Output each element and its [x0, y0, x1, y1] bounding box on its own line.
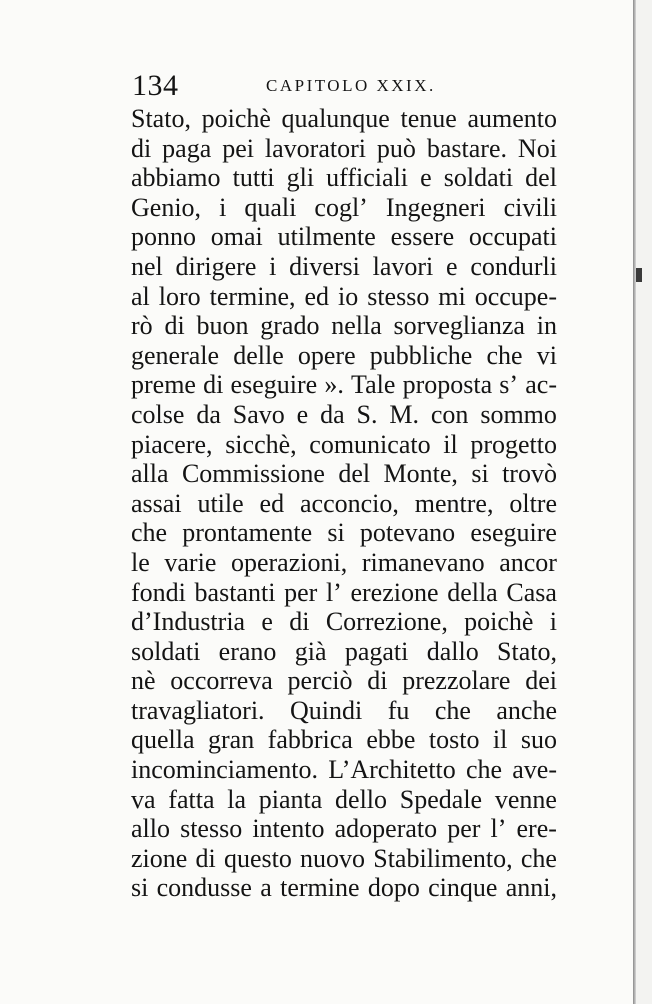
- word: assai: [131, 488, 182, 518]
- word: le: [131, 547, 150, 577]
- word: loro: [158, 281, 201, 311]
- word: quali: [244, 192, 297, 222]
- text-line: [131, 637, 557, 667]
- word: e: [420, 163, 432, 193]
- text-line: [131, 370, 557, 400]
- word: eseguire: [470, 518, 557, 548]
- word: dopo: [367, 873, 420, 903]
- word: del: [525, 163, 557, 193]
- word: grado: [260, 311, 320, 341]
- word: dello: [335, 784, 388, 814]
- word: buon: [196, 311, 249, 341]
- word: il: [443, 429, 458, 459]
- word: di: [131, 133, 152, 163]
- word: in: [536, 311, 557, 341]
- word: Commissione: [181, 459, 325, 489]
- word: già: [294, 636, 327, 666]
- word: Spedale: [399, 784, 483, 814]
- word: ponno: [131, 222, 196, 252]
- word: perciò: [287, 666, 353, 696]
- word: acconcio,: [299, 488, 399, 518]
- text-line: [131, 755, 557, 785]
- word: tutti: [232, 163, 275, 193]
- running-head: CAPITOLO XXIX.: [266, 76, 436, 95]
- text-line: [131, 666, 557, 696]
- word: stesso: [180, 814, 243, 844]
- text-line: [131, 518, 557, 548]
- word: dei: [525, 666, 557, 696]
- word: varie: [164, 547, 217, 577]
- word: gli: [286, 163, 315, 193]
- text-line: [131, 222, 557, 252]
- word: tosto: [428, 725, 480, 755]
- text-line: [131, 459, 557, 489]
- text-line: [131, 163, 557, 193]
- word: preme: [131, 370, 196, 400]
- text-line: [131, 193, 557, 223]
- word: del: [338, 459, 371, 489]
- word: colse: [131, 399, 185, 429]
- word: bastare.: [426, 133, 507, 163]
- word: da: [196, 399, 221, 429]
- word: incominciamento.: [131, 755, 319, 785]
- word: la: [227, 784, 246, 814]
- word: occupati: [468, 222, 557, 252]
- word: lavoratori: [264, 133, 366, 163]
- word: pagati: [344, 636, 409, 666]
- word: dallo: [426, 636, 479, 666]
- word: anche: [496, 695, 557, 725]
- word: prezzolare: [402, 666, 511, 696]
- word: fatta: [168, 784, 215, 814]
- word: Monte,: [383, 459, 458, 489]
- word: suo: [520, 725, 557, 755]
- word: il: [492, 725, 508, 755]
- word: trovò: [502, 459, 557, 489]
- word: i: [269, 251, 277, 281]
- word: i: [219, 192, 227, 222]
- word: di: [203, 370, 224, 400]
- word: ebbe: [366, 725, 416, 755]
- word: Ingegneri: [385, 192, 486, 222]
- word: oltre: [509, 488, 557, 518]
- word: quella: [131, 725, 195, 755]
- text-line: [131, 578, 557, 608]
- word: progetto: [470, 429, 557, 459]
- word: qualunque: [281, 104, 390, 133]
- word: proposta: [402, 370, 493, 400]
- word: l’: [490, 814, 507, 844]
- word: per: [284, 577, 318, 607]
- word: Stabilimento,: [373, 843, 513, 873]
- text-line: [131, 696, 557, 726]
- word: che: [465, 755, 503, 785]
- word: utilmente: [277, 222, 376, 252]
- word: abbiamo: [131, 163, 221, 193]
- text-line: [131, 134, 557, 164]
- body-text: [131, 104, 557, 903]
- word: Quindi: [290, 695, 363, 725]
- word: termine,: [209, 281, 296, 311]
- word: fondi: [131, 577, 186, 607]
- word: e: [261, 607, 273, 637]
- word: nella: [331, 311, 382, 341]
- word: zione: [131, 843, 188, 873]
- word: soldati: [443, 163, 514, 193]
- word: pubbliche: [369, 340, 473, 370]
- word: si: [471, 459, 489, 489]
- word: Noi: [517, 133, 557, 163]
- text-line: [131, 785, 557, 815]
- word: alla: [131, 459, 169, 489]
- text-line: [131, 430, 557, 460]
- word: adoperato: [334, 814, 438, 844]
- text-line: [131, 607, 557, 637]
- word: generale: [131, 340, 220, 370]
- word: bastanti: [194, 577, 276, 607]
- word: ere-: [516, 814, 557, 844]
- text-line: [131, 873, 557, 903]
- word: operazioni,: [230, 547, 348, 577]
- word: pei: [222, 133, 254, 163]
- word: Savo: [232, 399, 285, 429]
- text-line: [131, 725, 557, 755]
- word: che: [434, 695, 471, 725]
- word: sorveglianza: [393, 311, 525, 341]
- word: utile: [197, 488, 244, 518]
- word: pianta: [258, 784, 323, 814]
- word: Stato,: [131, 104, 191, 133]
- word: tenue: [400, 104, 457, 133]
- word: fu: [387, 695, 410, 725]
- page-edge-margin: [636, 0, 652, 1004]
- word: lavori: [372, 251, 434, 281]
- word: erano: [218, 636, 277, 666]
- word: e: [446, 251, 458, 281]
- word: rò: [131, 311, 153, 341]
- word: va: [131, 784, 156, 814]
- text-line: [131, 104, 557, 134]
- page-header: [132, 68, 572, 104]
- word: allo: [131, 814, 170, 844]
- word: omai: [210, 222, 263, 252]
- word: ac-: [525, 370, 557, 400]
- text-line: [131, 311, 557, 341]
- text-line: [131, 489, 557, 519]
- word: per: [447, 814, 481, 844]
- text-line: [131, 341, 557, 371]
- word: aumento: [467, 104, 557, 133]
- word: venne: [494, 784, 557, 814]
- word: al: [131, 281, 150, 311]
- word: di: [195, 843, 216, 873]
- word: a: [260, 873, 272, 903]
- word: S.: [356, 399, 378, 429]
- word: M.: [389, 399, 419, 429]
- word: nuovo: [300, 843, 366, 873]
- page-number: 134: [132, 69, 179, 102]
- word: e: [296, 399, 309, 429]
- word: nè: [131, 666, 156, 696]
- word: poichè: [201, 104, 271, 133]
- word: di: [367, 666, 388, 696]
- word: condurli: [470, 251, 557, 281]
- word: nel: [131, 251, 163, 281]
- word: L’Architetto: [328, 755, 456, 785]
- page-edge-line: [633, 0, 636, 1004]
- word: cogl’: [314, 192, 368, 222]
- word: che: [486, 340, 523, 370]
- word: condusse: [156, 873, 252, 903]
- word: dirigere: [175, 251, 257, 281]
- word: da: [320, 399, 345, 429]
- word: comunicato: [309, 429, 431, 459]
- word: i: [549, 607, 557, 637]
- word: sicchè,: [225, 429, 297, 459]
- text-line: [131, 252, 557, 282]
- text-line: [131, 548, 557, 578]
- word: s’: [499, 370, 519, 400]
- word: vi: [536, 340, 557, 370]
- word: ».: [324, 370, 344, 400]
- word: Tale: [351, 370, 396, 400]
- word: opere: [297, 340, 356, 370]
- word: rimanevano: [361, 547, 485, 577]
- word: poichè: [464, 607, 534, 637]
- word: prontamente: [182, 518, 313, 548]
- word: della: [447, 577, 498, 607]
- word: intento: [252, 814, 325, 844]
- word: che: [131, 518, 168, 548]
- word: ancor: [499, 547, 557, 577]
- word: piacere,: [131, 429, 213, 459]
- word: diversi: [289, 251, 360, 281]
- word: di: [289, 607, 310, 637]
- word: cinque: [428, 873, 498, 903]
- word: occupe-: [474, 281, 557, 311]
- word: d’Industria: [131, 607, 246, 637]
- word: eseguire: [230, 370, 318, 400]
- word: che: [520, 843, 557, 873]
- word: con: [430, 399, 469, 429]
- word: Stato,: [497, 636, 557, 666]
- word: l’: [325, 577, 342, 607]
- word: ufficiali: [326, 163, 408, 193]
- word: civili: [503, 192, 557, 222]
- word: soldati: [131, 636, 201, 666]
- word: travagliatori.: [131, 695, 265, 725]
- word: gran: [208, 725, 255, 755]
- word: si: [327, 518, 345, 548]
- word: Casa: [506, 577, 557, 607]
- word: mentre,: [414, 488, 494, 518]
- word: di: [164, 311, 185, 341]
- word: ave-: [512, 755, 557, 785]
- word: essere: [390, 222, 455, 252]
- text-line: [131, 400, 557, 430]
- word: mi: [438, 281, 466, 311]
- word: Genio,: [131, 192, 202, 222]
- word: stesso: [367, 281, 430, 311]
- text-line: [131, 282, 557, 312]
- word: ed: [304, 281, 330, 311]
- word: io: [338, 281, 359, 311]
- word: delle: [233, 340, 284, 370]
- page-edge-mark: [636, 268, 642, 282]
- word: termine: [280, 873, 360, 903]
- word: paga: [162, 133, 212, 163]
- word: sommo: [480, 399, 557, 429]
- word: fabbrica: [267, 725, 353, 755]
- word: Correzione,: [325, 607, 448, 637]
- word: occorreva: [170, 666, 273, 696]
- word: ed: [259, 488, 285, 518]
- text-line: [131, 844, 557, 874]
- word: questo: [223, 843, 292, 873]
- word: erezione: [350, 577, 439, 607]
- word: può: [376, 133, 416, 163]
- word: anni,: [505, 873, 557, 903]
- word: si: [131, 873, 149, 903]
- text-line: [131, 814, 557, 844]
- word: potevano: [359, 518, 456, 548]
